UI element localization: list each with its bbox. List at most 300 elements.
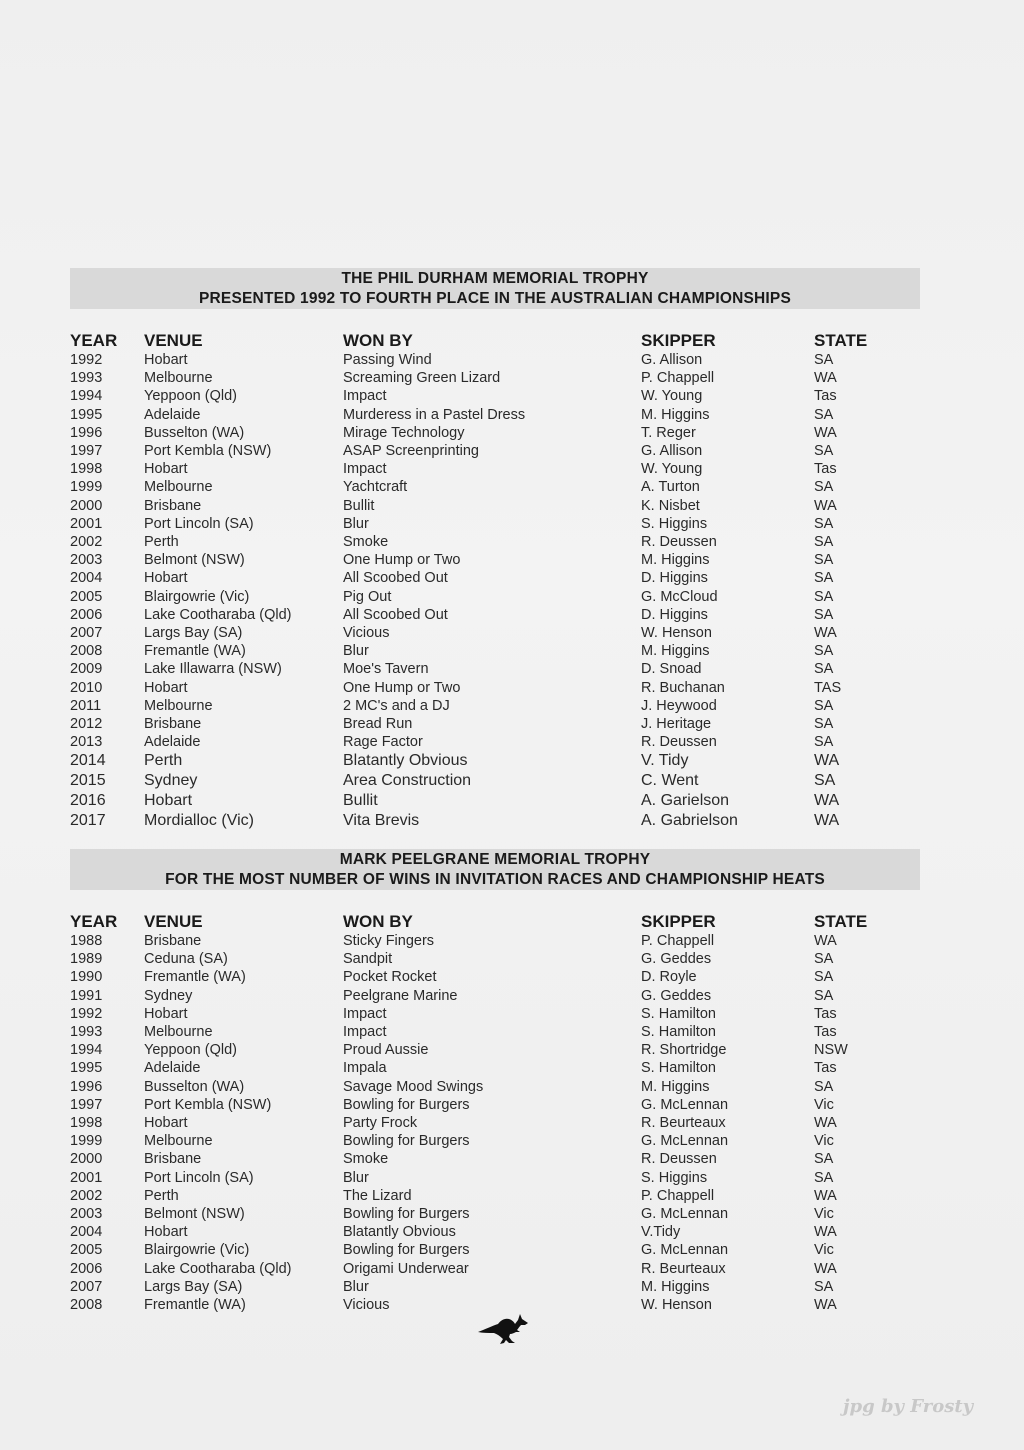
skipper-cell: R. Deussen <box>641 1151 717 1168</box>
won-by-cell: Origami Underwear <box>343 1260 469 1277</box>
venue-cell: Hobart <box>144 792 193 810</box>
section-banner <box>70 849 920 890</box>
year-cell: 2011 <box>70 697 102 714</box>
table-row <box>70 460 914 478</box>
table-row <box>70 733 914 751</box>
won-by-cell: One Hump or Two <box>343 679 461 696</box>
skipper-cell: W. Young <box>641 388 703 405</box>
won-by-cell: Blur <box>343 1169 369 1186</box>
trophy-title: THE PHIL DURHAM MEMORIAL TROPHY <box>341 270 649 287</box>
phil-durham-trophy-section <box>70 268 920 831</box>
table-row <box>70 588 914 606</box>
venue-cell: Largs Bay (SA) <box>144 625 243 642</box>
skipper-cell: R. Beurteaux <box>641 1115 726 1132</box>
table-row <box>70 791 914 811</box>
won-by-cell: ASAP Screenprinting <box>343 443 479 460</box>
year-cell: 1994 <box>70 1042 103 1059</box>
table-row <box>70 1132 914 1150</box>
skipper-cell: R. Deussen <box>641 734 717 751</box>
skipper-cell: P. Chappell <box>641 933 715 949</box>
year-cell: 2005 <box>70 588 103 605</box>
venue-cell: Yeppoon (Qld) <box>144 1042 237 1059</box>
table-row <box>70 1023 914 1041</box>
won-by-cell: Pocket Rocket <box>343 969 437 986</box>
state-cell: SA <box>814 570 834 587</box>
won-by-cell: Vita Brevis <box>343 812 420 830</box>
state-cell: WA <box>814 1297 837 1314</box>
year-cell: 1993 <box>70 370 103 387</box>
table-row <box>70 624 914 642</box>
skipper-cell: P. Chappell <box>641 1187 715 1204</box>
state-cell: SA <box>814 1169 834 1186</box>
skipper-cell: G. Allison <box>641 352 703 368</box>
skipper-cell: S. Higgins <box>641 515 708 532</box>
skipper-cell: S. Higgins <box>641 1169 708 1186</box>
table-row <box>70 950 914 968</box>
year-cell: 2017 <box>70 812 106 830</box>
year-cell: 2003 <box>70 1206 103 1223</box>
venue-cell: Blairgowrie (Vic) <box>144 588 250 605</box>
year-cell: 1992 <box>70 1005 103 1022</box>
won-by-cell: Bowling for Burgers <box>343 1242 470 1259</box>
year-cell: 1997 <box>70 1096 103 1113</box>
skipper-cell: R. Shortridge <box>641 1042 727 1059</box>
won-by-header: WON BY <box>343 912 413 931</box>
state-cell: SA <box>814 1278 834 1295</box>
venue-cell: Port Lincoln (SA) <box>144 1169 254 1186</box>
venue-cell: Perth <box>144 752 183 770</box>
skipper-cell: V. Tidy <box>641 752 689 770</box>
skipper-cell: T. Reger <box>641 424 696 441</box>
skipper-cell: S. Hamilton <box>641 1005 716 1022</box>
state-cell: WA <box>814 1187 837 1204</box>
results-table <box>70 912 914 1314</box>
year-cell: 1988 <box>70 933 103 949</box>
skipper-cell: W. Henson <box>641 1297 712 1314</box>
state-cell: Tas <box>814 1060 837 1077</box>
year-cell: 1993 <box>70 1024 103 1041</box>
state-header: STATE <box>814 912 868 931</box>
state-cell: Vic <box>814 1206 834 1223</box>
skipper-cell: S. Hamilton <box>641 1024 716 1041</box>
year-cell: 2001 <box>70 515 103 532</box>
skipper-cell: W. Young <box>641 461 703 478</box>
state-cell: SA <box>814 1078 834 1095</box>
trophy-subtitle: FOR THE MOST NUMBER OF WINS IN INVITATION RACES AND CHAMPIONSHIP HEATS <box>165 871 825 888</box>
table-row <box>70 1260 914 1278</box>
won-by-cell: Savage Mood Swings <box>343 1078 484 1095</box>
year-cell: 2007 <box>70 1278 103 1295</box>
state-cell: SA <box>814 643 834 660</box>
skipper-cell: D. Royle <box>641 969 697 986</box>
state-cell: SA <box>814 606 834 623</box>
table-row <box>70 1223 914 1241</box>
skipper-cell: M. Higgins <box>641 643 710 660</box>
venue-cell: Hobart <box>144 679 188 696</box>
state-cell: SA <box>814 734 834 751</box>
state-cell: WA <box>814 792 840 810</box>
won-by-cell: Proud Aussie <box>343 1042 429 1059</box>
year-cell: 1994 <box>70 388 103 405</box>
table-row <box>70 697 914 715</box>
venue-cell: Mordialloc (Vic) <box>144 812 254 830</box>
venue-cell: Brisbane <box>144 933 202 949</box>
table-row <box>70 1059 914 1077</box>
table-row <box>70 968 914 986</box>
year-cell: 1996 <box>70 424 103 441</box>
state-cell: SA <box>814 552 834 569</box>
venue-cell: Melbourne <box>144 479 213 496</box>
won-by-cell: Passing Wind <box>343 352 432 368</box>
state-cell: WA <box>814 625 837 642</box>
won-by-header: WON BY <box>343 331 413 350</box>
table-row <box>70 515 914 533</box>
year-cell: 2000 <box>70 497 103 514</box>
table-row <box>70 351 914 369</box>
skipper-cell: G. McLennan <box>641 1133 729 1150</box>
state-cell: WA <box>814 1260 837 1277</box>
skipper-header: SKIPPER <box>641 331 716 350</box>
won-by-cell: Blur <box>343 515 369 532</box>
year-cell: 1991 <box>70 987 103 1004</box>
venue-cell: Busselton (WA) <box>144 424 245 441</box>
state-cell: SA <box>814 969 834 986</box>
won-by-cell: Bread Run <box>343 716 413 733</box>
state-cell: Tas <box>814 1005 837 1022</box>
venue-cell: Busselton (WA) <box>144 1078 245 1095</box>
skipper-cell: D. Higgins <box>641 570 708 587</box>
state-cell: TAS <box>814 679 842 696</box>
skipper-cell: G. McCloud <box>641 588 718 605</box>
state-cell: SA <box>814 588 834 605</box>
table-row <box>70 1205 914 1223</box>
year-cell: 2002 <box>70 1187 103 1204</box>
won-by-cell: Impact <box>343 461 387 478</box>
table-row <box>70 497 914 515</box>
year-header: YEAR <box>70 912 118 931</box>
table-header-row <box>70 912 914 932</box>
venue-cell: Brisbane <box>144 716 202 733</box>
state-cell: SA <box>814 716 834 733</box>
state-cell: SA <box>814 697 834 714</box>
skipper-cell: V.Tidy <box>641 1224 681 1241</box>
year-cell: 1999 <box>70 1133 103 1150</box>
skipper-cell: M. Higgins <box>641 406 710 423</box>
venue-cell: Lake Cootharaba (Qld) <box>144 1260 292 1277</box>
skipper-cell: G. McLennan <box>641 1096 729 1113</box>
won-by-cell: Area Construction <box>343 772 472 790</box>
won-by-cell: Sticky Fingers <box>343 933 435 949</box>
skipper-cell: G. Geddes <box>641 987 712 1004</box>
skipper-cell: M. Higgins <box>641 1078 710 1095</box>
state-cell: SA <box>814 951 834 968</box>
won-by-cell: Blur <box>343 643 369 660</box>
state-cell: Tas <box>814 1024 837 1041</box>
kangaroo-icon <box>476 1310 530 1346</box>
won-by-cell: Blatantly Obvious <box>343 1224 456 1241</box>
state-cell: WA <box>814 933 837 949</box>
trophy-title: MARK PEELGRANE MEMORIAL TROPHY <box>339 851 651 868</box>
table-row <box>70 987 914 1005</box>
skipper-cell: S. Hamilton <box>641 1060 716 1077</box>
table-row <box>70 606 914 624</box>
year-cell: 2005 <box>70 1242 103 1259</box>
state-cell: Tas <box>814 461 837 478</box>
skipper-cell: A. Turton <box>641 479 700 496</box>
won-by-cell: Vicious <box>343 625 390 642</box>
venue-cell: Port Kembla (NSW) <box>144 443 272 460</box>
won-by-cell: Blatantly Obvious <box>343 752 468 770</box>
skipper-cell: J. Heywood <box>641 697 717 714</box>
year-cell: 2015 <box>70 772 106 790</box>
skipper-cell: G. Geddes <box>641 951 712 968</box>
won-by-cell: Blur <box>343 1278 369 1295</box>
won-by-cell: All Scoobed Out <box>343 606 448 623</box>
venue-header: VENUE <box>144 912 203 931</box>
venue-cell: Fremantle (WA) <box>144 643 246 660</box>
won-by-cell: Mirage Technology <box>343 424 465 441</box>
venue-cell: Fremantle (WA) <box>144 1297 246 1314</box>
venue-cell: Blairgowrie (Vic) <box>144 1242 250 1259</box>
year-cell: 2007 <box>70 625 103 642</box>
state-cell: WA <box>814 370 837 387</box>
table-row <box>70 1241 914 1259</box>
won-by-cell: Impala <box>343 1060 387 1077</box>
won-by-cell: Vicious <box>343 1297 390 1314</box>
year-cell: 2004 <box>70 570 103 587</box>
won-by-cell: The Lizard <box>343 1187 412 1204</box>
skipper-cell: R. Beurteaux <box>641 1260 726 1277</box>
table-row <box>70 551 914 569</box>
venue-cell: Brisbane <box>144 1151 202 1168</box>
venue-cell: Hobart <box>144 1224 188 1241</box>
state-cell: SA <box>814 772 836 790</box>
skipper-cell: R. Buchanan <box>641 679 725 696</box>
year-cell: 2016 <box>70 792 106 810</box>
venue-cell: Hobart <box>144 1115 188 1132</box>
table-row <box>70 1114 914 1132</box>
state-cell: WA <box>814 497 837 514</box>
year-cell: 2010 <box>70 679 103 696</box>
won-by-cell: Rage Factor <box>343 734 423 751</box>
skipper-cell: G. Allison <box>641 443 703 460</box>
won-by-cell: Impact <box>343 1005 387 1022</box>
venue-cell: Belmont (NSW) <box>144 552 245 569</box>
table-row <box>70 1278 914 1296</box>
skipper-cell: M. Higgins <box>641 1278 710 1295</box>
state-cell: Tas <box>814 388 837 405</box>
table-row <box>70 478 914 496</box>
venue-cell: Hobart <box>144 461 188 478</box>
year-cell: 2000 <box>70 1151 103 1168</box>
state-header: STATE <box>814 331 868 350</box>
table-row <box>70 932 914 950</box>
venue-cell: Sydney <box>144 987 193 1004</box>
table-row <box>70 1041 914 1059</box>
year-cell: 2008 <box>70 1297 103 1314</box>
state-cell: SA <box>814 661 834 678</box>
table-row <box>70 660 914 678</box>
table-row <box>70 1005 914 1023</box>
venue-cell: Sydney <box>144 772 198 790</box>
table-row <box>70 679 914 697</box>
skipper-cell: J. Heritage <box>641 716 712 733</box>
won-by-cell: Bullit <box>343 497 375 514</box>
state-cell: NSW <box>814 1042 848 1059</box>
year-cell: 2014 <box>70 752 106 770</box>
state-cell: Vic <box>814 1096 834 1113</box>
won-by-cell: Bowling for Burgers <box>343 1206 470 1223</box>
table-row <box>70 569 914 587</box>
venue-cell: Adelaide <box>144 1060 201 1077</box>
state-cell: WA <box>814 424 837 441</box>
venue-cell: Perth <box>144 1187 179 1204</box>
skipper-header: SKIPPER <box>641 912 716 931</box>
venue-cell: Perth <box>144 534 179 551</box>
venue-cell: Port Lincoln (SA) <box>144 515 254 532</box>
table-header-row <box>70 331 914 351</box>
venue-cell: Adelaide <box>144 406 201 423</box>
year-cell: 2003 <box>70 552 103 569</box>
table-row <box>70 1187 914 1205</box>
skipper-cell: C. Went <box>641 772 699 790</box>
watermark: jpg by Frosty <box>843 1396 974 1417</box>
year-cell: 1998 <box>70 461 103 478</box>
year-cell: 1998 <box>70 1115 103 1132</box>
table-row <box>70 442 914 460</box>
table-row <box>70 811 914 831</box>
year-cell: 2009 <box>70 661 103 678</box>
state-cell: SA <box>814 443 834 460</box>
trophy-subtitle: PRESENTED 1992 TO FOURTH PLACE IN THE AUSTRALIAN CHAMPIONSHIPS <box>199 290 791 307</box>
won-by-cell: 2 MC's and a DJ <box>343 697 450 714</box>
venue-cell: Hobart <box>144 570 188 587</box>
won-by-cell: Screaming Green Lizard <box>343 370 501 387</box>
table-row <box>70 1078 914 1096</box>
venue-cell: Largs Bay (SA) <box>144 1278 243 1295</box>
venue-cell: Hobart <box>144 352 188 368</box>
skipper-cell: M. Higgins <box>641 552 710 569</box>
state-cell: SA <box>814 534 834 551</box>
table-row <box>70 387 914 405</box>
skipper-cell: P. Chappell <box>641 370 715 387</box>
skipper-cell: A. Garielson <box>641 792 730 810</box>
year-cell: 1999 <box>70 479 103 496</box>
year-cell: 1992 <box>70 352 103 368</box>
state-cell: Vic <box>814 1242 834 1259</box>
state-cell: SA <box>814 987 834 1004</box>
mark-peelgrane-trophy-section <box>70 849 920 1314</box>
skipper-cell: G. McLennan <box>641 1242 729 1259</box>
year-cell: 2008 <box>70 643 103 660</box>
table-body <box>70 932 914 1314</box>
table-row <box>70 715 914 733</box>
won-by-cell: Sandpit <box>343 951 393 968</box>
won-by-cell: Murderess in a Pastel Dress <box>343 406 526 423</box>
state-cell: WA <box>814 1224 837 1241</box>
year-cell: 2012 <box>70 716 103 733</box>
won-by-cell: One Hump or Two <box>343 552 461 569</box>
year-cell: 2001 <box>70 1169 103 1186</box>
table-row <box>70 1169 914 1187</box>
year-cell: 1997 <box>70 443 103 460</box>
won-by-cell: Bowling for Burgers <box>343 1133 470 1150</box>
state-cell: WA <box>814 1115 837 1132</box>
table-row <box>70 369 914 387</box>
skipper-cell: A. Gabrielson <box>641 812 738 830</box>
year-cell: 1995 <box>70 1060 103 1077</box>
state-cell: SA <box>814 479 834 496</box>
state-cell: WA <box>814 752 840 770</box>
won-by-cell: Moe's Tavern <box>343 661 429 678</box>
won-by-cell: Bowling for Burgers <box>343 1096 470 1113</box>
won-by-cell: All Scoobed Out <box>343 570 448 587</box>
year-cell: 2002 <box>70 534 103 551</box>
table-row <box>70 406 914 424</box>
year-cell: 2006 <box>70 1260 103 1277</box>
state-cell: WA <box>814 812 840 830</box>
won-by-cell: Party Frock <box>343 1115 418 1132</box>
won-by-cell: Bullit <box>343 792 378 810</box>
state-cell: SA <box>814 406 834 423</box>
venue-cell: Port Kembla (NSW) <box>144 1096 272 1113</box>
skipper-cell: D. Higgins <box>641 606 708 623</box>
table-row <box>70 533 914 551</box>
year-header: YEAR <box>70 331 118 350</box>
won-by-cell: Impact <box>343 388 387 405</box>
table-row <box>70 1096 914 1114</box>
table-row <box>70 642 914 660</box>
table-row <box>70 424 914 442</box>
venue-cell: Belmont (NSW) <box>144 1206 245 1223</box>
venue-cell: Melbourne <box>144 370 213 387</box>
won-by-cell: Smoke <box>343 534 389 551</box>
table-body <box>70 351 914 831</box>
won-by-cell: Impact <box>343 1024 387 1041</box>
won-by-cell: Peelgrane Marine <box>343 987 458 1004</box>
venue-cell: Lake Illawarra (NSW) <box>144 661 282 678</box>
state-cell: SA <box>814 352 834 368</box>
section-banner <box>70 268 920 309</box>
year-cell: 1989 <box>70 951 103 968</box>
skipper-cell: W. Henson <box>641 625 712 642</box>
state-cell: SA <box>814 515 834 532</box>
skipper-cell: G. McLennan <box>641 1206 729 1223</box>
venue-cell: Brisbane <box>144 497 202 514</box>
venue-cell: Melbourne <box>144 1133 213 1150</box>
state-cell: SA <box>814 1151 834 1168</box>
venue-cell: Lake Cootharaba (Qld) <box>144 606 292 623</box>
venue-header: VENUE <box>144 331 203 350</box>
table-row <box>70 751 914 771</box>
skipper-cell: R. Deussen <box>641 534 717 551</box>
venue-cell: Melbourne <box>144 1024 213 1041</box>
won-by-cell: Smoke <box>343 1151 389 1168</box>
venue-cell: Hobart <box>144 1005 188 1022</box>
skipper-cell: D. Snoad <box>641 661 702 678</box>
won-by-cell: Yachtcraft <box>343 479 408 496</box>
venue-cell: Melbourne <box>144 697 213 714</box>
venue-cell: Adelaide <box>144 734 201 751</box>
won-by-cell: Pig Out <box>343 588 392 605</box>
year-cell: 2006 <box>70 606 103 623</box>
venue-cell: Ceduna (SA) <box>144 951 228 968</box>
year-cell: 1995 <box>70 406 103 423</box>
results-table <box>70 331 914 831</box>
venue-cell: Yeppoon (Qld) <box>144 388 237 405</box>
year-cell: 2004 <box>70 1224 103 1241</box>
year-cell: 1990 <box>70 969 103 986</box>
